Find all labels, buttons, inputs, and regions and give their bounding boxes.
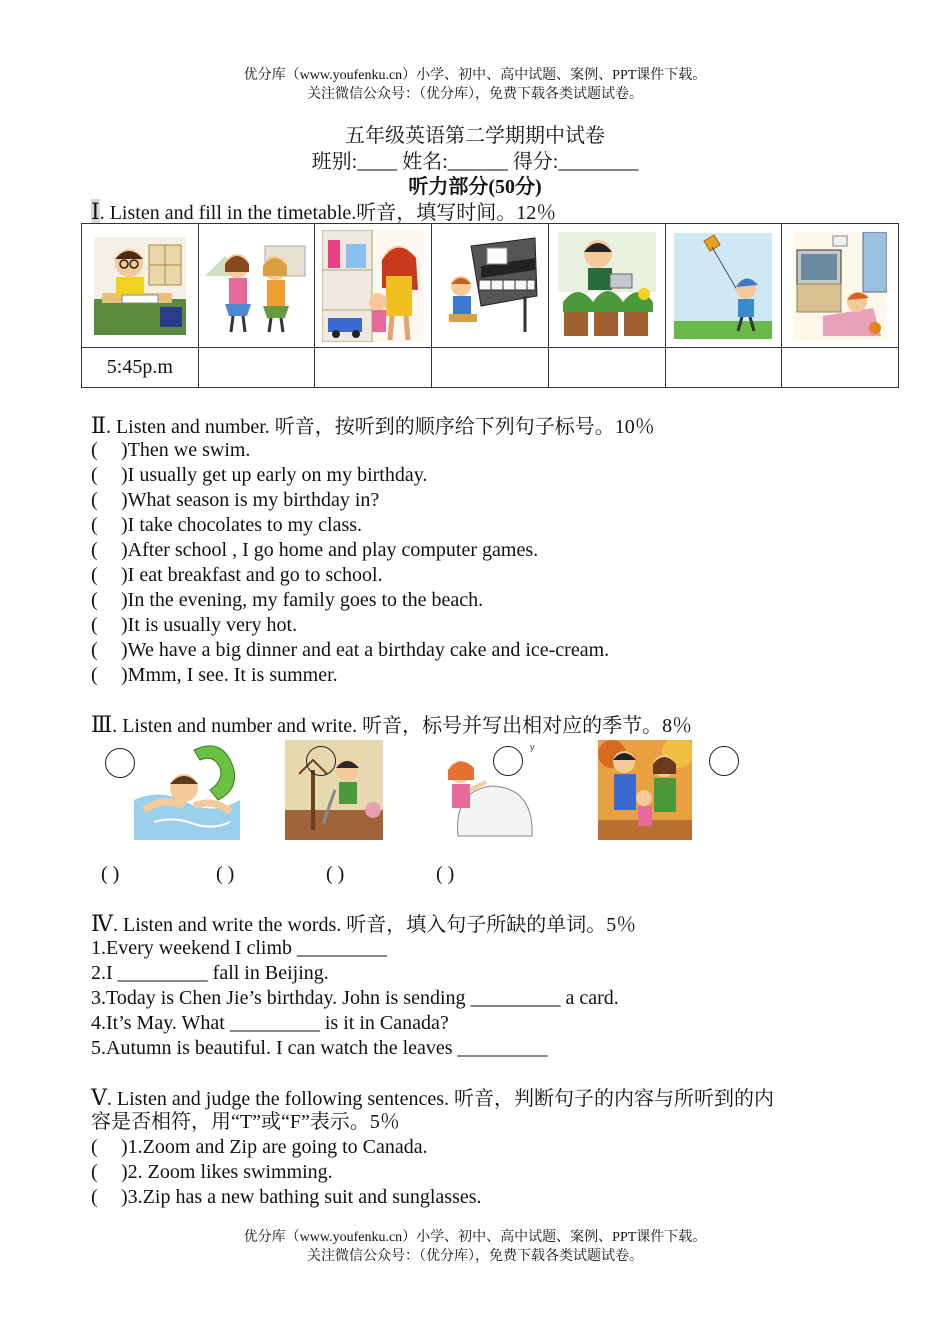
timetable-time-cell[interactable] [315,348,432,388]
list-item: ( )What season is my birthday in? [91,489,380,511]
listening-heading: 听力部分(50分) [408,176,542,198]
timetable-pic-cell [198,224,315,348]
section-3-text: . Listen and number and write. 听音，标号并写出相对应的季节。8％ [112,715,693,737]
list-item: ( )We have a big dinner and eat a birthday cake and ice-cream. [91,639,610,661]
number-blank[interactable]: ( [91,514,98,536]
timetable-pic-cell [315,224,432,348]
number-circle[interactable] [493,746,523,776]
boy-watering-plants-icon [558,232,656,340]
list-item: ( )I eat breakfast and go to school. [91,564,383,586]
timetable-time-cell: 5:45p.m [82,348,199,388]
boy-swimming-icon [134,740,240,840]
number-blank[interactable]: ( [91,539,98,561]
number-circle[interactable] [306,746,336,776]
number-blank[interactable]: ( [91,589,98,611]
fill-in-sentence[interactable]: 2.I _________ fall in Beijing. [91,962,329,984]
girl-watching-tv-icon [793,232,887,340]
section-2-heading [91,413,655,440]
list-item: ( )1.Zoom and Zip are going to Canada. [91,1136,428,1158]
section-1-numeral: Ⅰ [91,199,100,224]
list-item: ( )Mmm, I see. It is summer. [91,664,338,686]
judge-blank[interactable]: ( [91,1161,98,1183]
season-blank[interactable]: ( ) [436,863,455,885]
number-blank[interactable]: ( [91,639,98,661]
section-2-text: . Listen and number. 听音，按听到的顺序给下列句子标号。10％ [105,416,655,438]
studying-boy-icon [94,237,186,335]
judge-blank[interactable]: ( [91,1136,98,1158]
info-line: 班别:____ 姓名:______ 得分:________ [311,151,639,173]
number-blank[interactable]: ( [91,664,98,686]
fill-in-sentence[interactable]: 1.Every weekend I climb _________ [91,937,388,959]
page-title: 五年级英语第二学期期中试卷 [345,125,605,147]
list-item: ( )I take chocolates to my class. [91,514,363,536]
timetable-pic-cell [432,224,549,348]
list-item: ( )In the evening, my family goes to the beach. [91,589,484,611]
timetable-pic-cell [548,224,665,348]
timetable-time-cell[interactable] [432,348,549,388]
fill-in-sentence[interactable]: 4.It’s May. What _________ is it in Canada? [91,1012,449,1034]
number-blank[interactable]: ( [91,614,98,636]
fill-in-sentence[interactable]: 5.Autumn is beautiful. I can watch the leaves _________ [91,1037,548,1059]
section-2-numeral: Ⅱ [91,413,106,438]
section-5-numeral: Ⅴ [91,1085,107,1110]
section-5-heading [91,1085,774,1112]
number-blank[interactable]: ( [91,464,98,486]
fill-in-sentence[interactable]: 3.Today is Chen Jie’s birthday. John is sending _________ a card. [91,987,619,1009]
boy-playing-piano-icon [441,236,539,336]
timetable-time-cell[interactable] [665,348,782,388]
timetable-pic-cell [665,224,782,348]
section-1-text: . Listen and fill in the timetable.听音，填写时间。12％ [99,202,557,224]
section-1-heading [91,199,556,226]
timetable-time-cell[interactable] [548,348,665,388]
section-4-text: . Listen and write the words. 听音，填入句子所缺的单词。5％ [112,914,637,936]
svg-text:y: y [530,742,535,752]
girl-in-toy-shop-icon [322,230,424,342]
footer-line-2: 关注微信公众号：（优分库），免费下载各类试题试卷。 [307,1249,643,1264]
season-blank[interactable]: ( ) [101,863,120,885]
section-4-heading [91,911,636,938]
timetable-pic-cell [782,224,899,348]
season-blank[interactable]: ( ) [216,863,235,885]
season-blank[interactable]: ( ) [326,863,345,885]
footer-line-1: 优分库（www.youfenku.cn）小学、初中、高中试题、案例、PPT课件下载。 [243,1230,707,1245]
number-blank[interactable]: ( [91,439,98,461]
section-5-heading-cont: 容是否相符，用“T”或“F”表示。5％ [91,1111,400,1133]
family-autumn-walk-icon [598,740,692,840]
section-4-numeral: Ⅳ [91,911,113,936]
two-girls-walking-icon [205,236,309,336]
section-5-text: . Listen and judge the following sentences. 听音，判断句子的内容与所听到的内 [106,1088,775,1110]
list-item: ( )3.Zip has a new bathing suit and sunglasses. [91,1186,482,1208]
number-circle[interactable] [709,746,739,776]
list-item: ( )Then we swim. [91,439,251,461]
number-blank[interactable]: ( [91,564,98,586]
list-item: ( )2. Zoom likes swimming. [91,1161,333,1183]
list-item: ( )I usually get up early on my birthday. [91,464,428,486]
girl-building-snowman-icon [434,740,540,840]
boy-flying-kite-icon [674,233,772,339]
list-item: ( )After school , I go home and play computer games. [91,539,539,561]
timetable-time-cell[interactable] [198,348,315,388]
section-3-heading [91,712,692,739]
timetable [81,223,899,388]
timetable-time-cell[interactable] [782,348,899,388]
number-circle[interactable] [105,748,135,778]
section-3-numeral: Ⅲ [91,712,113,737]
number-blank[interactable]: ( [91,489,98,511]
header-line-2: 关注微信公众号：（优分库），免费下载各类试题试卷。 [307,87,643,102]
list-item: ( )It is usually very hot. [91,614,298,636]
timetable-pic-cell [82,224,199,348]
judge-blank[interactable]: ( [91,1186,98,1208]
header-line-1: 优分库（www.youfenku.cn）小学、初中、高中试题、案例、PPT课件下载。 [243,68,707,83]
